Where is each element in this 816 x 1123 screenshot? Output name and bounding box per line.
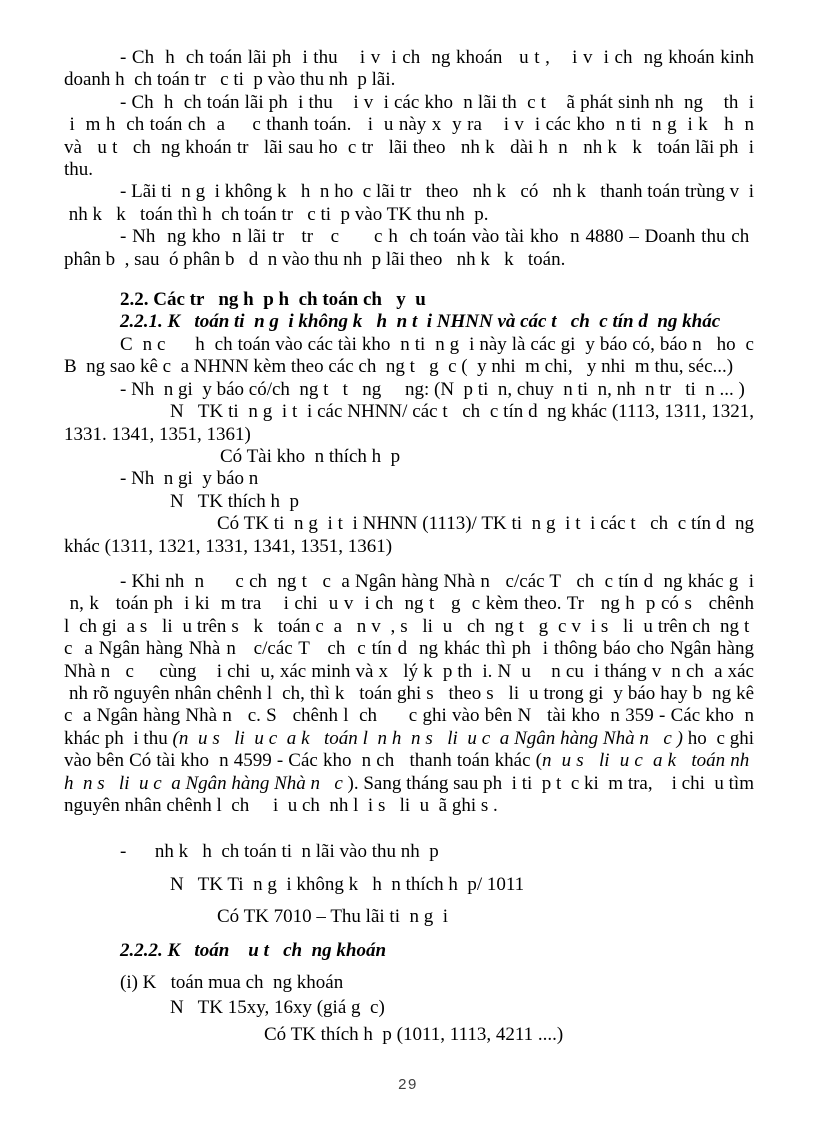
subsection-heading-2-2-1: 2.2.1. K toán ti n g i không k h n t i NHNN và các t ch c tín d ng khác: [120, 311, 721, 333]
text-line: Có Tài kho n thích h p: [220, 445, 401, 467]
text-line: phân b , sau ó phân b d n vào thu nh p lãi theo nh k k toán.: [64, 248, 566, 270]
text-line: N TK thích h p: [170, 490, 299, 512]
text-line: N TK Ti n g i không k h n thích h p/ 1011: [170, 873, 525, 895]
text-line: (i) K toán mua ch ng khoán: [120, 972, 344, 994]
text-line: C n c h ch toán vào các tài kho n ti n g i này là các gi y báo có, báo n ho c: [120, 333, 754, 355]
text-line: Có TK thích h p (1011, 1113, 4211 ....): [264, 1023, 564, 1045]
text-line: Nhà n c cùng i chi u, xác minh và x lý k p th i. N u n cu i tháng v n ch a xác: [64, 660, 754, 682]
text-line: - Khi nh n c ch ng t c a Ngân hàng Nhà n c/các T ch c tín d ng khác g i: [120, 570, 754, 592]
text-line: - Nh n gi y báo n: [120, 468, 264, 490]
text-line: Có TK ti n g i t i NHNN (1113)/ TK ti n g i t i các t ch c tín d ng: [217, 513, 754, 535]
text-line: n, k toán ph i ki m tra i chi u v i ch ng t g c kèm theo. Tr ng h p có s chênh: [64, 593, 754, 615]
text-segment: ho c ghi: [682, 727, 754, 749]
document-body: [64, 47, 754, 1046]
text-line: [64, 773, 754, 795]
text-line: c a Ngân hàng Nhà n c/các T ch c tín d ng khác thì ph i thông báo cho Ngân hàng: [64, 638, 754, 660]
page-number: 29: [398, 1076, 418, 1093]
text-line: - Nh ng kho n lãi tr tr c c h ch toán vào tài kho n 4880 – Doanh thu ch: [120, 226, 754, 248]
text-line: - nh k h ch toán ti n lãi vào thu nh p: [120, 841, 439, 863]
text-line: nh rõ nguyên nhân chênh l ch, thì k toán ghi s theo s li u trong gi y báo hay b ng kê: [64, 682, 755, 704]
text-line: - Lãi ti n g i không k h n ho c lãi tr theo nh k có nh k thanh toán trùng v i: [120, 181, 754, 203]
text-line: c a Ngân hàng Nhà n c. S chênh l ch c ghi vào bên N tài kho n 359 - Các kho n: [64, 705, 754, 727]
text-line: [64, 750, 754, 772]
text-line: l ch gi a s li u trên s k toán c a n v , s li u ch ng t g c v i s li u trên ch ng t: [64, 615, 754, 637]
text-line: - Nh n gi y báo có/ch ng t t ng ng: (N p ti n, chuy n ti n, nh n tr ti n ... ): [120, 378, 745, 400]
subsection-heading-2-2-2: 2.2.2. K toán u t ch ng khoán: [120, 939, 387, 961]
text-line: nh k k toán thì h ch toán tr c ti p vào TK thu nh p.: [64, 203, 489, 225]
text-line: thu.: [64, 159, 94, 181]
text-segment: khác ph i thu: [64, 727, 173, 749]
text-line: N TK ti n g i t i các NHNN/ các t ch c tín d ng khác (1113, 1311, 1321,: [170, 401, 754, 423]
italic-text-segment: n u s li u c a k toán nh: [541, 750, 754, 772]
text-line: Có TK 7010 – Thu lãi ti n g i: [217, 906, 448, 928]
text-line: - Ch h ch toán lãi ph i thu i v i các kho n lãi th c t ã phát sinh nh ng th i: [120, 91, 754, 113]
text-line: nguyên nhân chênh l ch i u ch nh l i s li u ã ghi s .: [64, 795, 498, 816]
text-line: khác (1311, 1321, 1331, 1341, 1351, 1361): [64, 535, 393, 557]
text-line: - Ch h ch toán lãi ph i thu i v i ch ng khoán u t , i v i ch ng khoán kinh: [120, 47, 754, 68]
section-heading-2-2: 2.2. Các tr ng h p h ch toán ch y u: [120, 289, 426, 311]
text-line: i m h ch toán ch a c thanh toán. i u này x y ra i v i các kho n ti n g i k h n: [64, 114, 754, 136]
italic-text-segment: (n u s li u c a k toán l n h n s li u c a Ngân hàng Nhà n c ): [172, 727, 683, 749]
text-segment: vào bên Có tài kho n 4599 - Các kho n ch thanh toán khác (: [64, 750, 542, 772]
text-line: 1331. 1341, 1351, 1361): [64, 423, 251, 445]
text-line: doanh h ch toán tr c ti p vào thu nh p lãi.: [64, 69, 396, 91]
italic-text-segment: h n s li u c a Ngân hàng Nhà n c: [64, 772, 343, 794]
text-line: N TK 15xy, 16xy (giá g c): [170, 997, 385, 1019]
text-line: B ng sao kê c a NHNN kèm theo các ch ng t g c ( y nhi m chi, y nhi m thu, séc...): [64, 356, 734, 378]
text-line: [64, 728, 754, 750]
text-segment: ). Sang tháng sau ph i ti p t c ki m tra, i chi u tìm: [342, 772, 754, 794]
text-line: và u t ch ng khoán tr lãi sau ho c tr lãi theo nh k dài h n nh k k toán lãi ph i: [64, 136, 754, 158]
